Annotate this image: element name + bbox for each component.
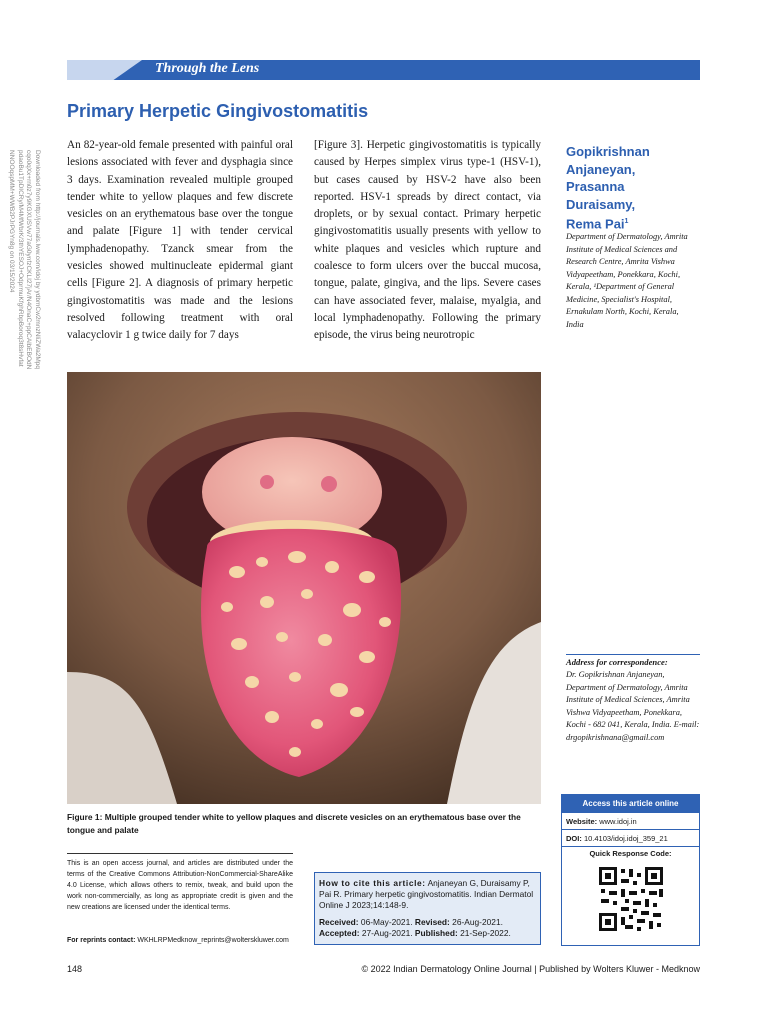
license-divider (67, 853, 293, 854)
affiliation-marker: 1 (624, 218, 629, 225)
revised-date: 26-Aug-2021. (452, 917, 503, 927)
author-name: Rema Pai (566, 216, 625, 232)
published-label: Published: (414, 928, 458, 938)
article-dates (319, 917, 536, 939)
access-box (561, 794, 700, 946)
access-heading: Access this article online (562, 795, 699, 813)
correspondence-heading: Address for correspondence: (566, 657, 668, 667)
clinical-photo-illustration (67, 372, 541, 804)
author-line (566, 213, 696, 233)
author-line: Anjaneyan, (566, 161, 636, 177)
affiliation: Department of Dermatology, Amrita Institute of Medical Sciences and Research Centre, Amrita Vishwa Vidyapeetham, Ponekkara, Kochi, Kerala, ¹Department of General Medicine, Specialist's Hospital, Ernakulam North, Kochi, Kerala, India (566, 232, 688, 329)
citation-heading: How to cite this article: (319, 878, 426, 888)
received-date: 06-May-2021. (360, 917, 413, 927)
accepted-date: 27-Aug-2021. (361, 928, 413, 938)
citation-box (314, 872, 541, 945)
website-label: Website: (566, 817, 598, 826)
section-title: Through the Lens (155, 61, 260, 76)
author-line: Prasanna (566, 179, 625, 194)
figure-caption: Figure 1: Multiple grouped tender white to yellow plaques and discrete vesicles on an erythematous base over the tongue and palate (67, 812, 521, 835)
figure-1-photo (67, 372, 541, 804)
reprints-email[interactable]: WKHLRPMedknow_reprints@wolterskluwer.com (137, 937, 289, 944)
body-column-1: An 82-year-old female presented with painful oral lesions associated with fever and dysphagia since 3 days. Examination revealed multiple grouped tender white to yellow plaques and few discrete vesicles on an erythematous base over the tongue and palate [Figure 1] with tender cervical lymphadenopathy. Tzanck smear from the vesicles showed multinucleate epidermal giant cells [Figure 2]. A diagnosis of primary herpetic gingivostomatitis was made and the lesions resolved following treatment with oral valacyclovir 1 g twice daily for 7 days (67, 139, 293, 342)
author-line: Gopikrishnan (566, 144, 650, 159)
published-date: 21-Sep-2022. (460, 928, 511, 938)
banner-accent (67, 60, 142, 80)
body-column-2: [Figure 3]. Herpetic gingivostomatitis is typically caused by Herpes simplex virus type-1 (HSV-1), but cases caused by HSV-2 have also been reported. HSV-1 spreads by direct contact, via droplets, or by sexual contact. Primary herpetic gingivostomatitis usually presents with yellow to white plaques and vesicles which rupture and coalesce to form ulcers over the buccal mucosa, tongue, palate, gingiva, and the lips. Severe cases can have associated fever, malaise, myalgia, and local lymphadenopathy. Following the primary episode, the virus being neurotropic (314, 139, 541, 342)
article-title: Primary Herpetic Gingivostomatitis (67, 101, 369, 121)
author-line: Duraisamy, (566, 196, 636, 212)
reprints-contact (67, 937, 289, 944)
page-number: 148 (67, 964, 83, 974)
author-list (566, 143, 696, 233)
download-watermark (7, 150, 41, 370)
qr-code-icon[interactable] (597, 865, 665, 933)
accepted-label: Accepted: (319, 928, 360, 938)
qr-label: Quick Response Code: (589, 849, 672, 858)
received-label: Received: (319, 917, 359, 927)
citation (319, 878, 536, 911)
download-watermark-text: Downloaded from http://journals.lww.com/idoj by ydbmCw2mnzNliZWa2Mpqcqo0qXx+rn0z7y9KGXUSVw77aG0ynfzCKLI27jAr/N4OnaC+ppCAlbEBOdNpdaoBu1TpDICRy/M4MfWbrK/3thYESOJ+OdprmuKfghRbpBoroq3t8sHvfatNNOOqspMM+WWB2PJrPGYn8g on 03/15/2024 (8, 150, 41, 370)
footer-text: © 2022 Indian Dermatology Online Journal | Published by Wolters Kluwer - Medknow (361, 964, 700, 974)
correspondence-address: Dr. Gopikrishnan Anjaneyan, Department of Dermatology, Amrita Institute of Medical Sciences, Amrita Vishwa Vidyapeetham, Ponekkara, Kochi - 682 041, Kerala, India. E-mail: drgopikrishnana@gmail.com (566, 670, 700, 742)
license-text: This is an open access journal, and articles are distributed under the terms of the Creative Commons Attribution-NonCommercial-ShareAlike 4.0 License, which allows others to remix, tweak, and build upon the work non-commercially, as long as appropriate credit is given and the new creations are licensed under the identical terms. (67, 860, 293, 911)
section-banner (67, 60, 700, 80)
doi-value[interactable]: 10.4103/idoj.idoj_359_21 (583, 834, 668, 843)
website-row (562, 813, 699, 830)
correspondence-divider (566, 654, 700, 655)
reprints-label: For reprints contact: (67, 937, 136, 944)
doi-row (562, 830, 699, 847)
website-link[interactable]: www.idoj.in (599, 817, 637, 826)
doi-label: DOI: (566, 834, 582, 843)
citation-text: Anjaneyan G, Duraisamy P, Pai R. Primary herpetic gingivostomatitis. Indian Dermatol Online J 2023;14:148-9. (319, 878, 534, 910)
revised-label: Revised: (414, 917, 450, 927)
